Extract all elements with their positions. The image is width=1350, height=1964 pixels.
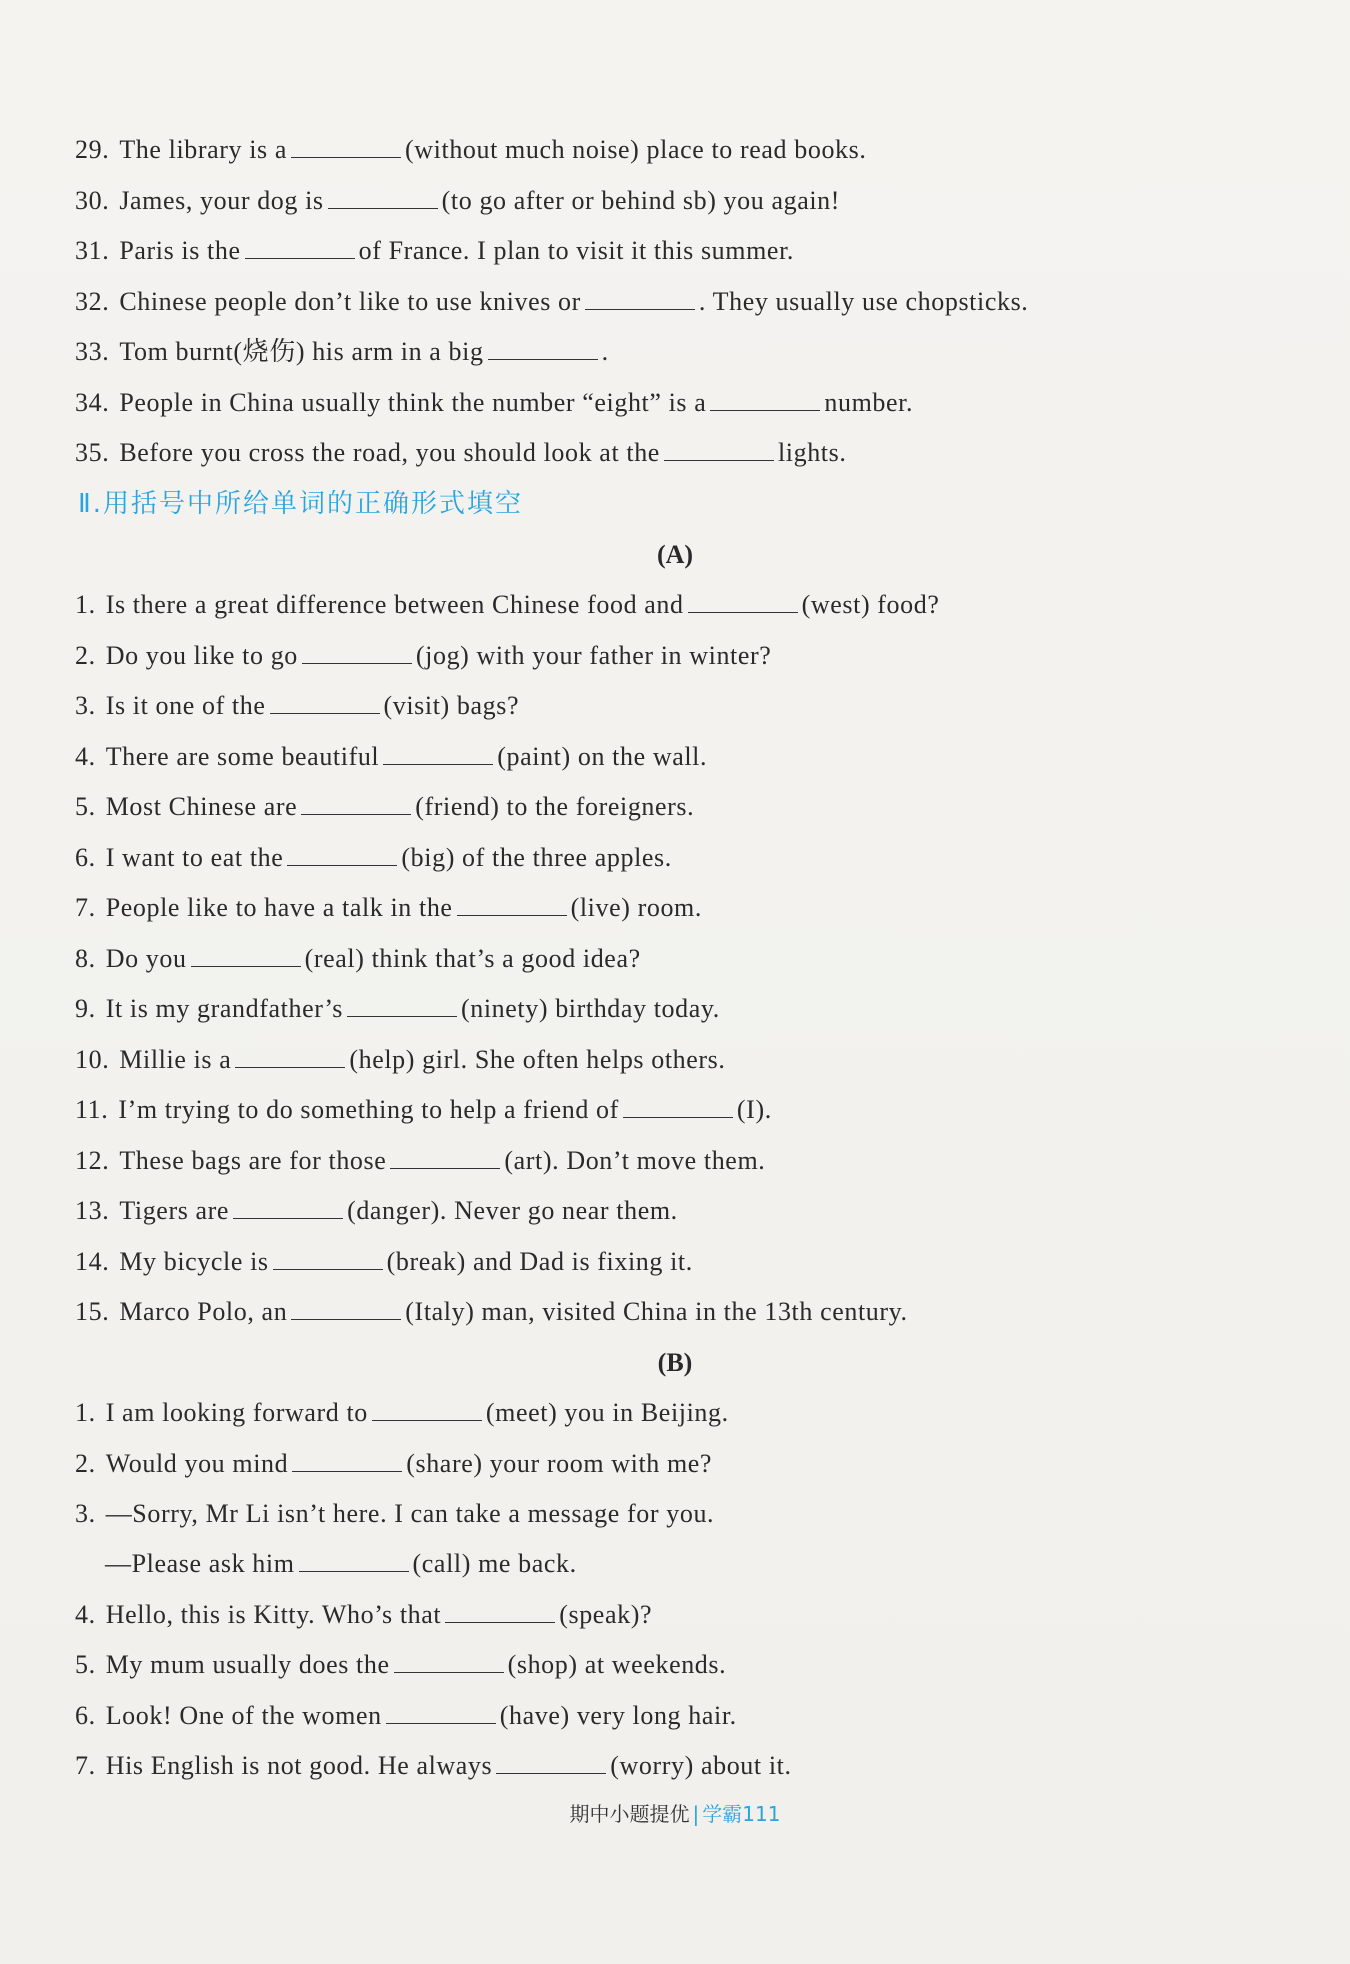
question-line-continued [75, 1544, 1290, 1584]
answer-blank[interactable] [287, 843, 397, 866]
question-text: Millie is a [119, 1045, 232, 1074]
question-text-after: (help) girl. She often helps others. [349, 1045, 726, 1074]
question-text: Before you cross the road, you should look at the [119, 438, 660, 467]
answer-blank[interactable] [291, 135, 401, 158]
answer-blank[interactable] [457, 893, 567, 916]
question-text-after: (big) of the three apples. [401, 843, 672, 872]
question-text-after: (live) room. [570, 893, 702, 922]
answer-blank[interactable] [372, 1398, 482, 1421]
question-line [75, 130, 1290, 170]
answer-blank[interactable] [273, 1247, 383, 1270]
answer-blank[interactable] [390, 1146, 500, 1169]
question-text-after: (break) and Dad is fixing it. [386, 1247, 693, 1276]
question-line [75, 1141, 1290, 1181]
question-text-after: (to go after or behind sb) you again! [441, 186, 841, 215]
question-line [75, 636, 1290, 676]
question-number: 7. [75, 893, 96, 922]
question-number: 7. [75, 1751, 96, 1780]
question-text-after: of France. I plan to visit it this summer. [358, 236, 794, 265]
question-text-after: (share) your room with me? [406, 1449, 713, 1478]
question-number: 10. [75, 1045, 110, 1074]
question-number: 13. [75, 1196, 110, 1225]
question-text: Most Chinese are [105, 792, 298, 821]
question-line [75, 282, 1290, 322]
answer-blank[interactable] [292, 1449, 402, 1472]
question-line [75, 1292, 1290, 1332]
question-text: Hello, this is Kitty. Who’s that [105, 1600, 442, 1629]
question-number: 2. [75, 641, 96, 670]
question-number: 8. [75, 944, 96, 973]
question-text-after: (ninety) birthday today. [460, 994, 720, 1023]
page-footer [0, 1798, 1350, 1827]
question-text: Paris is the [119, 236, 241, 265]
answer-blank[interactable] [585, 287, 695, 310]
question-text-after: (jog) with your father in winter? [415, 641, 772, 670]
section-title: Ⅱ.用括号中所给单词的正确形式填空 [78, 489, 524, 519]
answer-blank[interactable] [496, 1751, 606, 1774]
question-line [75, 433, 1290, 473]
question-number: 3. [75, 691, 96, 720]
question-text: Tom burnt(烧伤) his arm in a big [119, 337, 484, 366]
question-line [75, 1444, 1290, 1484]
question-line [75, 939, 1290, 979]
question-line [75, 1696, 1290, 1736]
subsection-heading-a: (A) [656, 540, 694, 569]
question-text-after: (visit) bags? [383, 691, 520, 720]
question-number: 32. [75, 287, 110, 316]
question-line [75, 1645, 1290, 1685]
question-text-after: (have) very long hair. [499, 1701, 737, 1730]
answer-blank[interactable] [383, 742, 493, 765]
question-text: My mum usually does the [105, 1650, 390, 1679]
question-text-after: number. [824, 388, 914, 417]
question-line [75, 1494, 1290, 1534]
question-line [75, 1090, 1290, 1130]
question-text: People like to have a talk in the [105, 893, 453, 922]
question-number: 1. [75, 590, 96, 619]
question-number: 9. [75, 994, 96, 1023]
answer-blank[interactable] [688, 590, 798, 613]
question-text-after: (friend) to the foreigners. [415, 792, 695, 821]
question-number: 5. [75, 792, 96, 821]
answer-blank[interactable] [488, 337, 598, 360]
question-number: 6. [75, 843, 96, 872]
question-number: 30. [75, 186, 110, 215]
question-number: 14. [75, 1247, 110, 1276]
question-line [75, 888, 1290, 928]
question-text: Is it one of the [105, 691, 266, 720]
question-text-after: (I). [736, 1095, 772, 1124]
question-line [75, 1040, 1290, 1080]
question-line [75, 737, 1290, 777]
question-text-after: . [601, 337, 609, 366]
question-text-after: (meet) you in Beijing. [485, 1398, 729, 1427]
question-text: The library is a [119, 135, 288, 164]
answer-blank[interactable] [445, 1600, 555, 1623]
question-text: My bicycle is [119, 1247, 269, 1276]
question-text: These bags are for those [119, 1146, 387, 1175]
question-text-after: (shop) at weekends. [507, 1650, 727, 1679]
footer-separator: | [692, 1802, 700, 1826]
answer-blank[interactable] [302, 641, 412, 664]
question-line [75, 1191, 1290, 1231]
question-text: Chinese people don’t like to use knives or [119, 287, 581, 316]
question-line [75, 332, 1290, 372]
question-number: 29. [75, 135, 110, 164]
question-line [75, 585, 1290, 625]
question-text: People in China usually think the number “eight” is a [119, 388, 707, 417]
question-text-after: (Italy) man, visited China in the 13th century. [405, 1297, 908, 1326]
footer-brand: 学霸 [702, 1802, 743, 1826]
question-text: —Sorry, Mr Li isn’t here. I can take a message for you. [105, 1499, 715, 1528]
question-line [75, 686, 1290, 726]
question-text: Would you mind [105, 1449, 289, 1478]
question-number: 15. [75, 1297, 110, 1326]
question-number: 31. [75, 236, 110, 265]
answer-blank[interactable] [301, 792, 411, 815]
question-text-after: (danger). Never go near them. [347, 1196, 678, 1225]
question-line [75, 231, 1290, 271]
question-text: James, your dog is [119, 186, 324, 215]
answer-blank[interactable] [386, 1701, 496, 1724]
answer-blank[interactable] [623, 1095, 733, 1118]
question-text: Do you like to go [105, 641, 298, 670]
question-text-after: (call) me back. [412, 1549, 577, 1578]
question-line [75, 1746, 1290, 1786]
question-line [75, 989, 1290, 1029]
answer-blank[interactable] [394, 1650, 504, 1673]
question-text: —Please ask him [105, 1549, 295, 1578]
question-number: 35. [75, 438, 110, 467]
question-number: 5. [75, 1650, 96, 1679]
question-text: Marco Polo, an [119, 1297, 288, 1326]
answer-blank[interactable] [191, 944, 301, 967]
question-number: 3. [75, 1499, 96, 1528]
answer-blank[interactable] [270, 691, 380, 714]
question-text-after: (worry) about it. [610, 1751, 792, 1780]
question-line [75, 1393, 1290, 1433]
subsection-heading-b: (B) [657, 1348, 693, 1377]
question-number: 34. [75, 388, 110, 417]
question-text-after: lights. [777, 438, 847, 467]
question-number: 4. [75, 1600, 96, 1629]
question-text-after: (art). Don’t move them. [504, 1146, 766, 1175]
question-text: I want to eat the [105, 843, 284, 872]
question-number: 4. [75, 742, 96, 771]
question-text: Is there a great difference between Chinese food and [105, 590, 684, 619]
question-text: His English is not good. He always [105, 1751, 493, 1780]
answer-blank[interactable] [710, 388, 820, 411]
question-text: Tigers are [119, 1196, 230, 1225]
answer-blank[interactable] [299, 1549, 409, 1572]
question-text-after: (without much noise) place to read books. [405, 135, 867, 164]
question-line [75, 787, 1290, 827]
question-text-after: (speak)? [559, 1600, 653, 1629]
question-text-after: (paint) on the wall. [497, 742, 708, 771]
answer-blank[interactable] [291, 1297, 401, 1320]
question-number: 12. [75, 1146, 110, 1175]
question-text-after: (west) food? [801, 590, 940, 619]
question-text: I’m trying to do something to help a friend of [118, 1095, 619, 1124]
question-text: I am looking forward to [105, 1398, 368, 1427]
question-line [75, 181, 1290, 221]
question-line [75, 838, 1290, 878]
question-line [75, 1242, 1290, 1282]
footer-text: 期中小题提优 [569, 1802, 690, 1826]
answer-blank[interactable] [235, 1045, 345, 1068]
question-text: It is my grandfather’s [105, 994, 343, 1023]
question-number: 2. [75, 1449, 96, 1478]
question-text: Do you [105, 944, 187, 973]
answer-blank[interactable] [233, 1196, 343, 1219]
question-text: There are some beautiful [105, 742, 380, 771]
question-line [75, 1595, 1290, 1635]
question-text: Look! One of the women [105, 1701, 382, 1730]
answer-blank[interactable] [664, 438, 774, 461]
question-number: 6. [75, 1701, 96, 1730]
question-line [75, 383, 1290, 423]
question-text-after: . They usually use chopsticks. [698, 287, 1029, 316]
page-number: 111 [742, 1802, 781, 1826]
question-number: 33. [75, 337, 110, 366]
question-text-after: (real) think that’s a good idea? [304, 944, 641, 973]
answer-blank[interactable] [328, 186, 438, 209]
answer-blank[interactable] [347, 994, 457, 1017]
answer-blank[interactable] [245, 236, 355, 259]
question-number: 11. [75, 1095, 109, 1124]
question-number: 1. [75, 1398, 96, 1427]
